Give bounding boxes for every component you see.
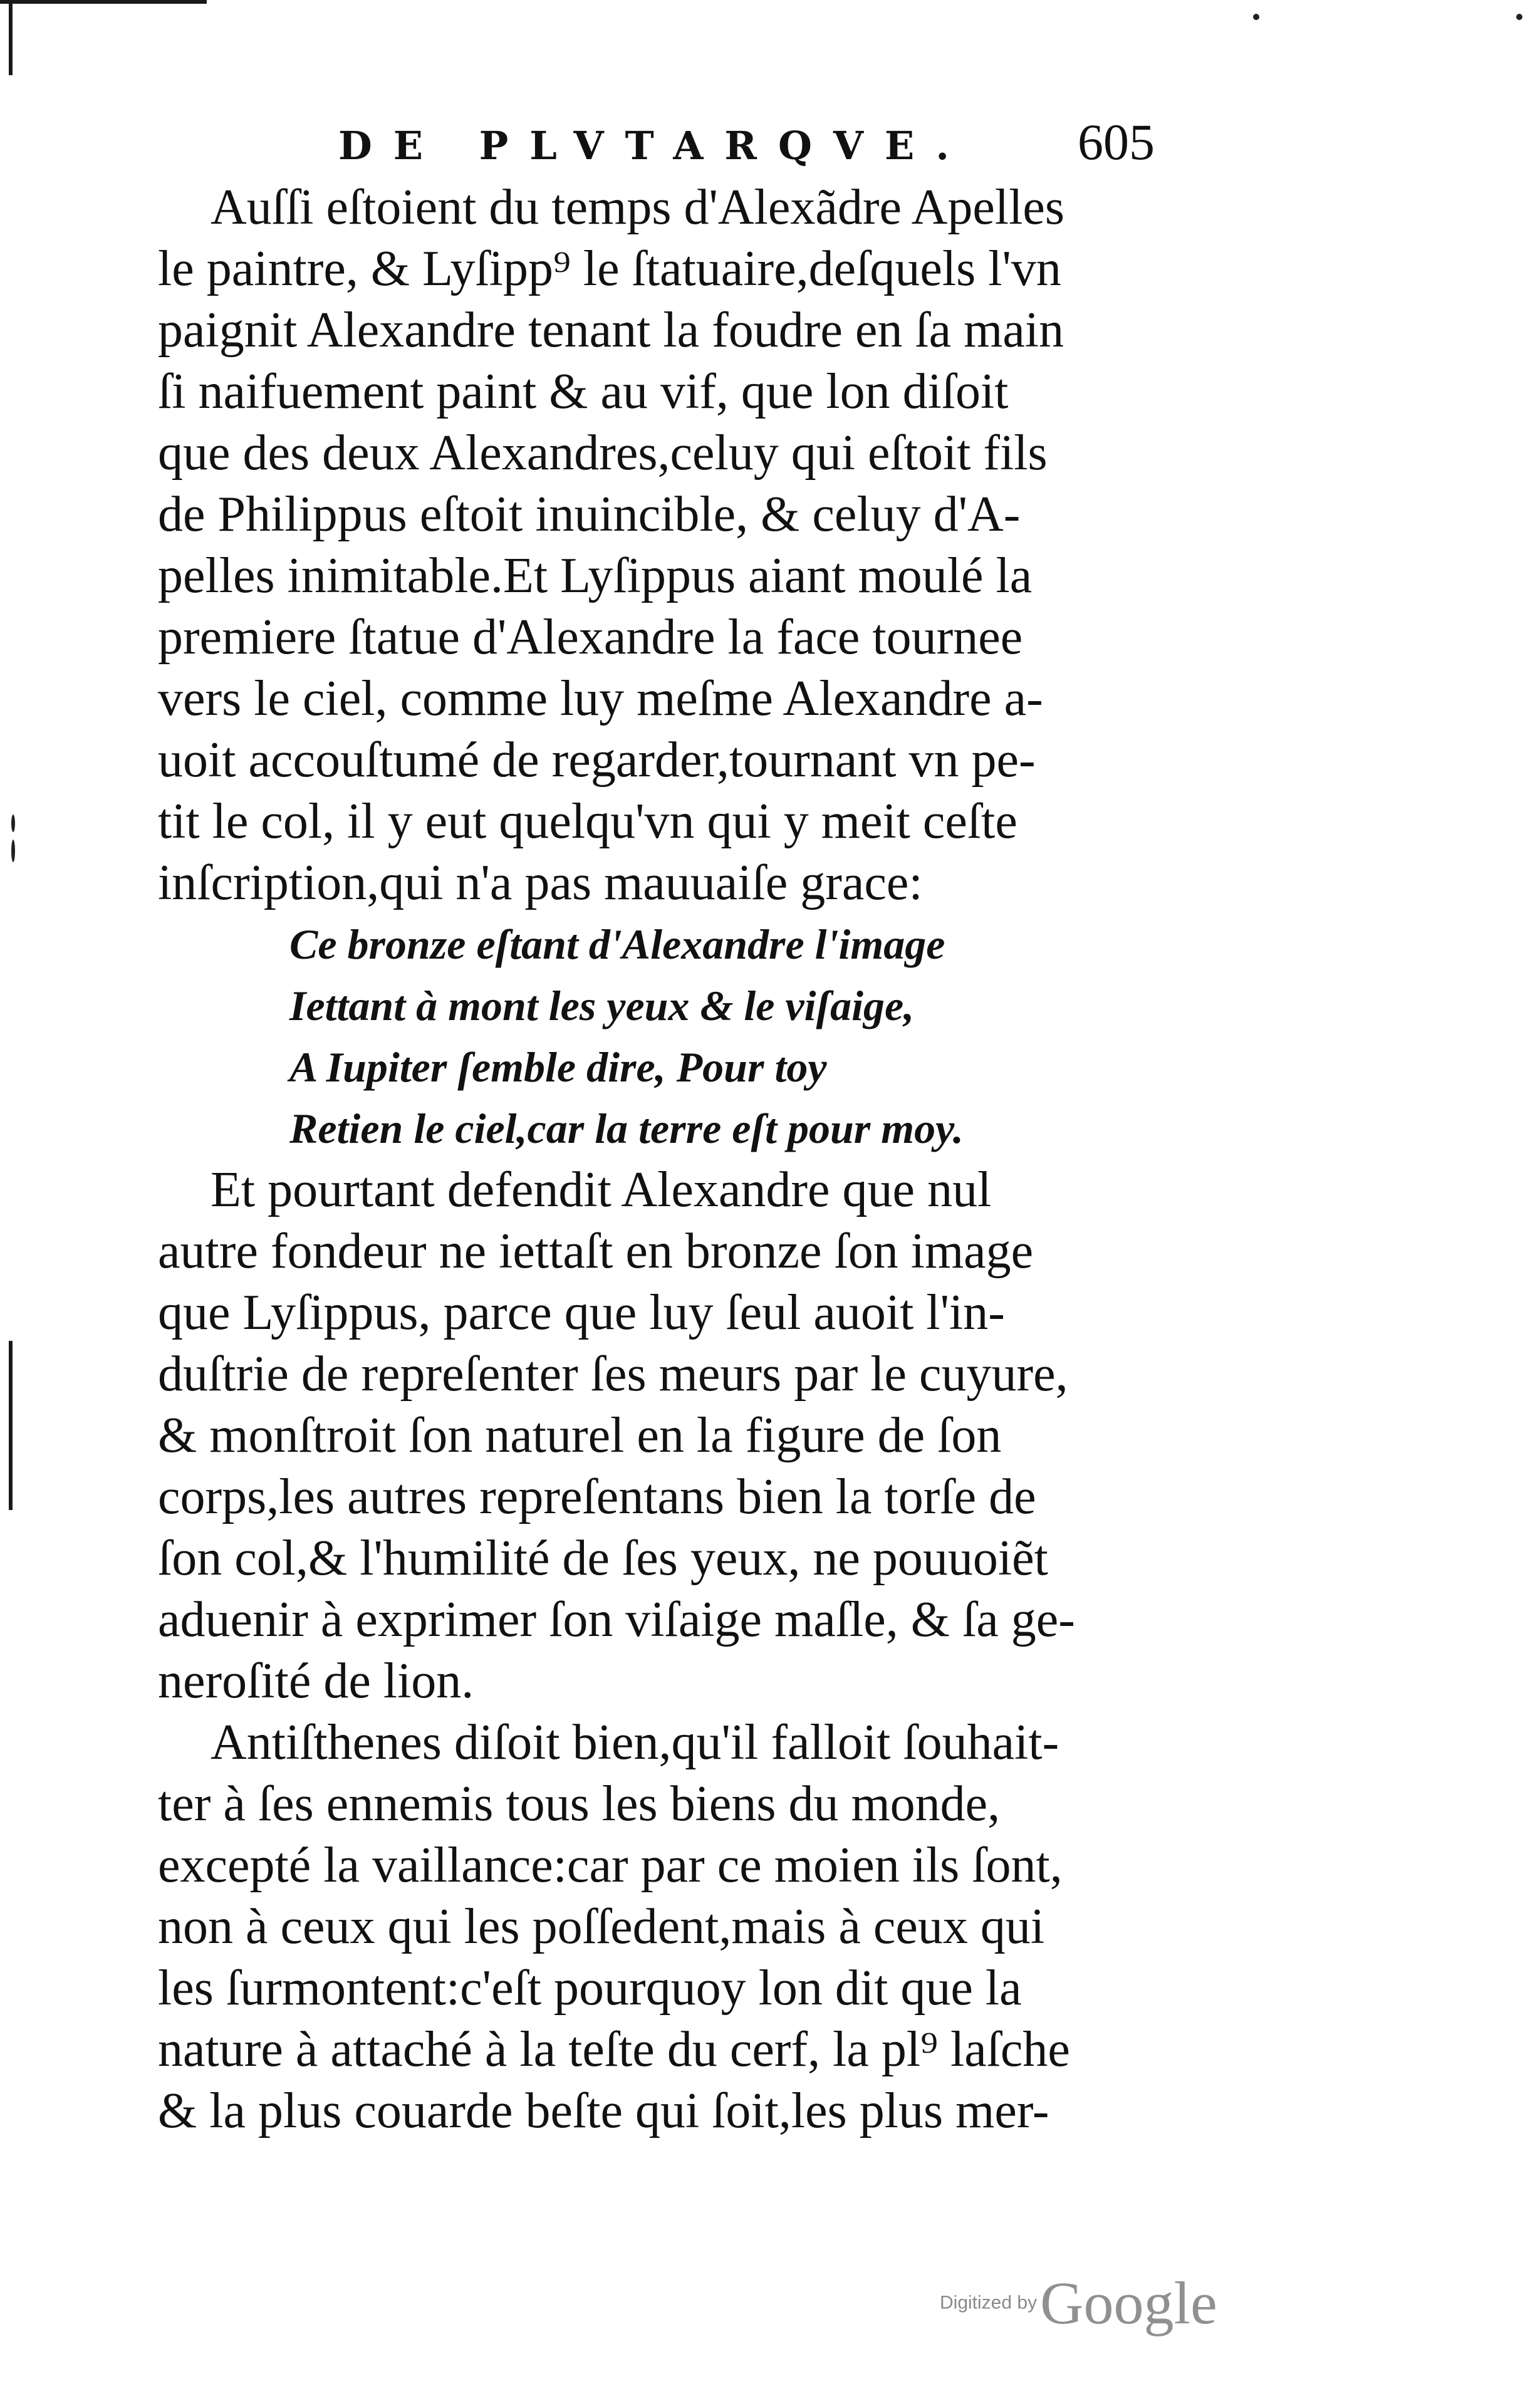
text-line: corps,les autres repreſentans bien la torſe de	[158, 1469, 1036, 1524]
watermark-prefix: Digitized by	[940, 2292, 1038, 2313]
text-line: non à ceux qui les poſſedent,mais à ceux qui	[158, 1899, 1045, 1954]
scan-edge-line-top-bar	[0, 0, 207, 4]
scan-speck	[11, 815, 15, 832]
text-line: nature à attaché à la teſte du cerf, la pl⁹ laſche	[158, 2022, 1070, 2077]
scan-speck	[11, 840, 15, 862]
text-line: pelles inimitable.Et Lyſippus aiant moulé la	[158, 548, 1033, 603]
text-line: les ſurmontent:c'eſt pourquoy lon dit que la	[158, 1961, 1022, 2016]
text-line: que Lyſippus, parce que luy ſeul auoit l'in-	[158, 1285, 1005, 1340]
verse-line: A Iupiter ſemble dire, Pour toy	[289, 1043, 827, 1091]
text-line: tit le col, il y eut quelqu'vn qui y meit ceſte	[158, 794, 1017, 849]
scan-edge-line-left	[9, 1341, 13, 1510]
text-line: & monſtroit ſon naturel en la figure de ſon	[158, 1408, 1002, 1463]
text-line: de Philippus eſtoit inuincible, & celuy d'A-	[158, 487, 1021, 542]
text-line: inſcription,qui n'a pas mauuaiſe grace:	[158, 855, 923, 910]
verse-line: Ce bronze eſtant d'Alexandre l'image	[289, 920, 945, 968]
text-line: duſtrie de repreſenter ſes meurs par le cuyure,	[158, 1347, 1068, 1402]
text-line: autre fondeur ne iettaſt en bronze ſon image	[158, 1224, 1034, 1279]
text-line: ter à ſes ennemis tous les biens du monde,	[158, 1776, 1001, 1831]
page-number: 605	[1078, 113, 1155, 170]
text-line: aduenir à exprimer ſon viſaige maſle, & ſa ge-	[158, 1592, 1075, 1647]
text-line: vers le ciel, comme luy meſme Alexandre a-	[158, 671, 1043, 726]
digitized-watermark	[940, 2268, 1217, 2338]
text-line: ſi naifuement paint & au vif, que lon diſoit	[158, 364, 1009, 419]
text-line: uoit accouſtumé de regarder,tournant vn pe-	[158, 732, 1036, 788]
verse-line: Iettant à mont les yeux & le viſaige,	[289, 982, 915, 1029]
text-line: Auſſi eſtoient du temps d'Alexãdre Apelles	[211, 180, 1065, 235]
text-line: & la plus couarde beſte qui ſoit,les plus mer-	[158, 2083, 1049, 2139]
text-line: excepté la vaillance:car par ce moien ils ſont,	[158, 1838, 1063, 1893]
text-line: le paintre, & Lyſipp⁹ le ſtatuaire,deſquels l'vn	[158, 241, 1061, 296]
text-line: paignit Alexandre tenant la foudre en ſa main	[158, 303, 1064, 358]
text-line: Et pourtant defendit Alexandre que nul	[211, 1162, 992, 1217]
text-line: que des deux Alexandres,celuy qui eſtoit fils	[158, 425, 1048, 481]
body-text	[158, 177, 1198, 2142]
text-line: Antiſthenes diſoit bien,qu'il falloit ſouhait-	[211, 1715, 1059, 1770]
running-title: DE PLVTARQVE.	[338, 123, 970, 169]
text-line: premiere ſtatue d'Alexandre la face tournee	[158, 610, 1023, 665]
text-line: neroſité de lion.	[158, 1654, 474, 1709]
watermark-brand: Google	[1040, 2269, 1217, 2337]
text-line: ſon col,& l'humilité de ſes yeux, ne pouuoiẽt	[158, 1531, 1048, 1586]
scan-edge-line-top	[9, 0, 13, 75]
verse-line: Retien le ciel,car la terre eſt pour moy.	[289, 1105, 964, 1152]
scan-speck	[1516, 14, 1522, 20]
scan-speck	[1253, 14, 1259, 20]
